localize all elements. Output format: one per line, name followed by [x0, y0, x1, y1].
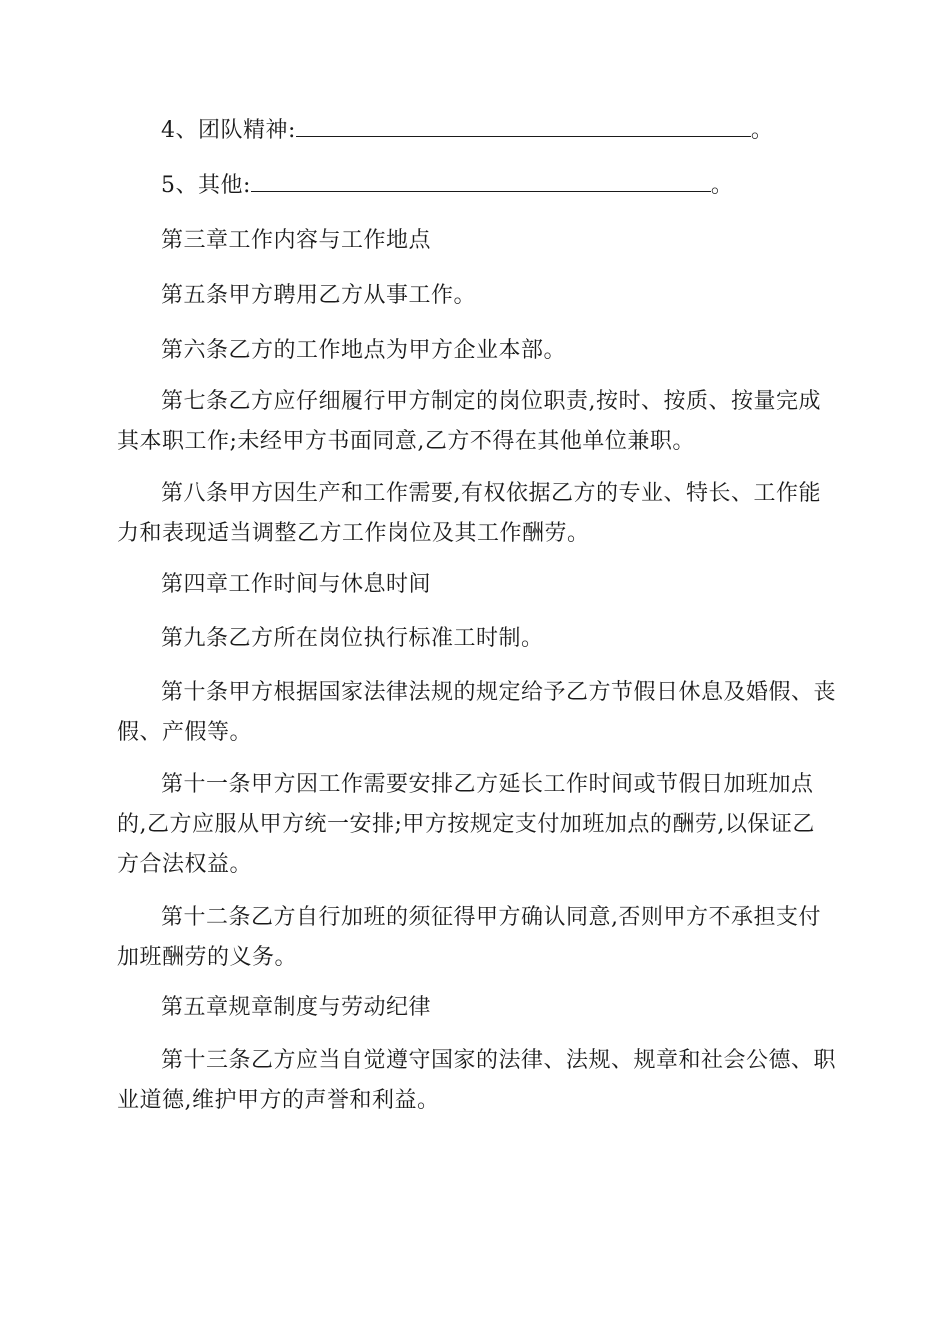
article-10: 第十条甲方根据国家法律法规的规定给予乙方节假日休息及婚假、丧假、产假等。 — [117, 680, 837, 745]
list-item-other — [117, 166, 837, 206]
article-11: 第十一条甲方因工作需要安排乙方延长工作时间或节假日加班加点的,乙方应服从甲方统一安排;甲方按规定支付加班加点的酬劳,以保证乙方合法权益。 — [117, 772, 815, 877]
article-13: 第十三条乙方应当自觉遵守国家的法律、法规、规章和社会公德、职业道德,维护甲方的声誉和利益。 — [117, 1048, 837, 1113]
blank-fill-line — [296, 120, 751, 137]
item-label: 5、其他: — [161, 173, 251, 198]
article-12: 第十二条乙方自行加班的须征得甲方确认同意,否则甲方不承担支付加班酬劳的义务。 — [117, 905, 821, 970]
article-8: 第八条甲方因生产和工作需要,有权依据乙方的专业、特长、工作能力和表现适当调整乙方工作岗位及其工作酬劳。 — [117, 481, 821, 546]
article-9: 第九条乙方所在岗位执行标准工时制。 — [161, 626, 544, 651]
article-6: 第六条乙方的工作地点为甲方企业本部。 — [161, 338, 567, 363]
article-5: 第五条甲方聘用乙方从事工作。 — [161, 283, 477, 308]
chapter-heading-5: 第五章规章制度与劳动纪律 — [161, 995, 432, 1020]
chapter-heading-4: 第四章工作时间与休息时间 — [161, 572, 432, 597]
item-end: 。 — [750, 118, 774, 143]
item-end: 。 — [710, 173, 734, 198]
blank-fill-line — [251, 175, 711, 192]
list-item-team-spirit — [117, 111, 837, 151]
chapter-heading-3: 第三章工作内容与工作地点 — [161, 228, 432, 253]
article-7: 第七条乙方应仔细履行甲方制定的岗位职责,按时、按质、按量完成其本职工作;未经甲方书面同意,乙方不得在其他单位兼职。 — [117, 389, 821, 454]
item-label: 4、团队精神: — [161, 118, 296, 143]
